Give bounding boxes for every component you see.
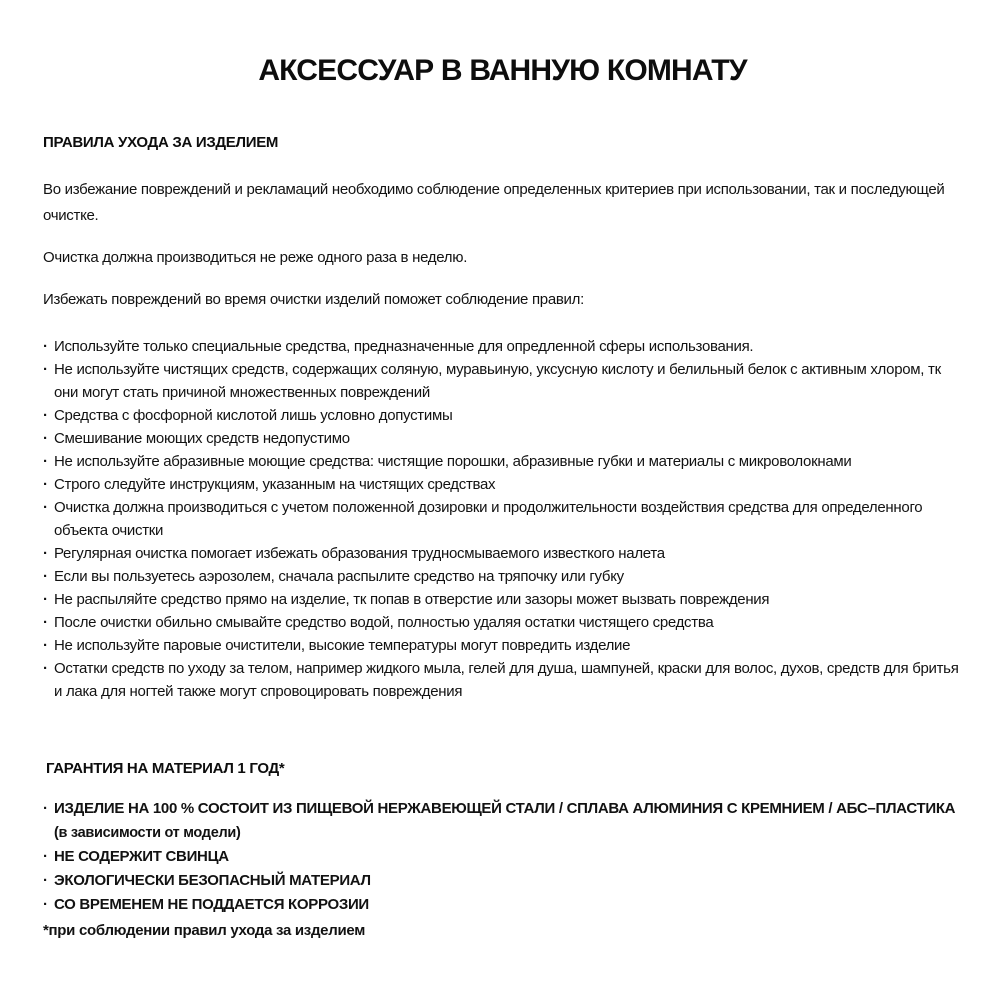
warranty-item: · НЕ СОДЕРЖИТ СВИНЦА	[43, 845, 962, 869]
care-section	[43, 135, 962, 703]
care-rule-item: · Строго следуйте инструкциям, указанным на чистящих средствах	[43, 473, 962, 496]
paragraph-avoid-damage: Во избежание повреждений и рекламаций необходимо соблюдение определенных критериев при использовании, так и последующей очистке.	[43, 181, 945, 224]
care-heading: ПРАВИЛА УХОДА ЗА ИЗДЕЛИЕМ	[43, 134, 279, 151]
page-title: АКСЕССУАР В ВАННУЮ КОМНАТУ	[258, 54, 747, 87]
warranty-footnote: *при соблюдении правил ухода за изделием	[43, 922, 366, 939]
care-rule-item: · После очистки обильно смывайте средство водой, полностью удаляя остатки чистящего средства	[43, 611, 962, 634]
paragraph-cleaning-frequency: Очистка должна производиться не реже одного раза в неделю.	[43, 249, 468, 266]
care-rule-item: · Смешивание моющих средств недопустимо	[43, 427, 962, 450]
care-rule-item: · Используйте только специальные средства, предназначенные для опредленной сферы использования.	[43, 335, 962, 358]
warranty-section	[43, 761, 962, 943]
warranty-item: · ЭКОЛОГИЧЕСКИ БЕЗОПАСНЫЙ МАТЕРИАЛ	[43, 869, 962, 893]
warranty-item	[43, 797, 962, 845]
warranty-item-note: (в зависимости от модели)	[54, 825, 241, 841]
care-rule-item: · Не распыляйте средство прямо на изделие, тк попав в отверстие или зазоры может вызвать повреждения	[43, 588, 962, 611]
warranty-item: · СО ВРЕМЕНЕМ НЕ ПОДДАЕТСЯ КОРРОЗИИ	[43, 893, 962, 917]
care-rules-list	[43, 335, 962, 703]
care-rule-item: · Не используйте паровые очистители, высокие температуры могут повредить изделие	[43, 634, 962, 657]
care-intro	[43, 177, 962, 313]
care-rule-item: · Не используйте чистящих средств, содержащих соляную, муравьиную, уксусную кислоту и белильный белок с активным хлором, тк они могут стать причиной множественных повреждений	[43, 358, 962, 404]
care-rule-item: · Если вы пользуетесь аэрозолем, сначала распылите средство на тряпочку или губку	[43, 565, 962, 588]
care-rule-item: · Очистка должна производиться с учетом положенной дозировки и продолжительности воздействия средства для определенного объекта очистки	[43, 496, 962, 542]
warranty-heading: ГАРАНТИЯ НА МАТЕРИАЛ 1 ГОД*	[46, 760, 285, 777]
care-rule-item: · Регулярная очистка помогает избежать образования трудносмываемого известкого налета	[43, 542, 962, 565]
warranty-list	[43, 797, 962, 917]
care-rule-item: · Не используйте абразивные моющие средства: чистящие порошки, абразивные губки и материалы с микроволокнами	[43, 450, 962, 473]
warranty-item-text: ИЗДЕЛИЕ НА 100 % СОСТОИТ ИЗ ПИЩЕВОЙ НЕРЖАВЕЮЩЕЙ СТАЛИ / СПЛАВА АЛЮМИНИЯ С КРЕМНИЕМ / АБС–ПЛАСТИКА	[54, 800, 956, 817]
care-rule-item: · Средства с фосфорной кислотой лишь условно допустимы	[43, 404, 962, 427]
care-rule-item: · Остатки средств по уходу за телом, например жидкого мыла, гелей для душа, шампуней, краски для волос, духов, средств для бритья и лака для ногтей также могут спровоцировать повреждения	[43, 657, 962, 703]
paragraph-rules-intro: Избежать повреждений во время очистки изделий поможет соблюдение правил:	[43, 291, 584, 308]
